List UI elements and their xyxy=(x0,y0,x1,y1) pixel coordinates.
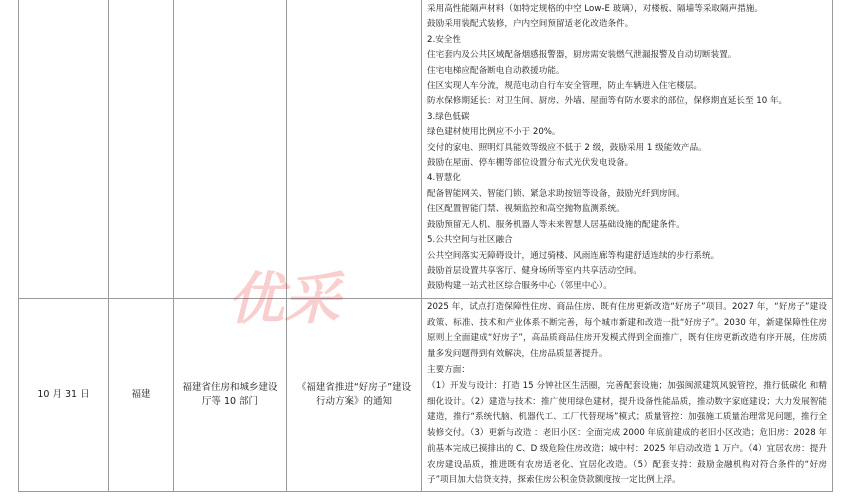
policy-table xyxy=(18,0,833,492)
region-cell-empty xyxy=(109,0,174,298)
department-text: 福建省住房和城乡建设厅等 10 部门 xyxy=(182,382,278,407)
content-line: 配备智能网关、智能门锁、紧急求助按钮等设备，鼓励光纤到房间。 xyxy=(427,188,685,199)
content-lines xyxy=(422,0,832,298)
summary-paragraph: 主要方面： xyxy=(427,364,470,375)
region-text: 福建 xyxy=(131,389,151,400)
summary-paragraph: 2025 年，试点打造保障性住房、商品住房、既有住房更新改造“好房子”项目。2027 年，“好房子”建设政策、标准、技术和产业体系不断完善，每个城市新建和改造一批“好房子”。2030 年，新建保障性住房原则上全面建成“好房子”，高品质商品住房开发模式得到全面推广，既有住房更新改造有序开展，住房质量多发问题得到有效解决，住房品质显著提升。 xyxy=(427,301,827,360)
document-cell-empty xyxy=(287,0,422,298)
region-cell xyxy=(109,298,174,492)
content-line: 3.绿色低碳 xyxy=(427,111,470,122)
content-line: 住区配置智能门禁、视频监控和高空抛物监测系统。 xyxy=(427,204,625,215)
summary-text xyxy=(422,299,832,492)
content-line: 绿色建材使用比例应不小于 20%。 xyxy=(427,127,561,138)
content-line: 鼓励预留无人机、服务机器人等未来智慧人居基础设施的配建条件。 xyxy=(427,219,685,230)
content-line: 住区实现人车分流，规范电动自行车安全管理，防止车辆进入住宅楼层。 xyxy=(427,81,703,92)
content-line: 2.安全性 xyxy=(427,34,461,45)
content-line: 住宅电梯应配备断电自动救援功能。 xyxy=(427,65,565,76)
table-row xyxy=(19,0,833,298)
date-cell xyxy=(19,298,109,492)
content-line: 鼓励采用装配式装修，户内空间预留适老化改造条件。 xyxy=(427,19,634,30)
watermark-text: 优采 xyxy=(228,267,340,328)
content-line: 鼓励首层设置共享客厅、健身场所等室内共享活动空间。 xyxy=(427,265,642,276)
document-cell xyxy=(287,298,422,492)
content-line: 交付的家电、照明灯具能效等级应不低于 2 级，鼓励采用 1 级能效产品。 xyxy=(427,142,707,153)
summary-paragraph: （1）开发与设计：打造 15 分钟社区生活圈，完善配套设施；加强闽派建筑风貌管控，推行低碳化 和精细化设计。（2）建造与技术：推广使用绿色建材，提升设备性能品质，推动数字家庭建设；大力发展智能建造，推行“系统代脑、机器代工、工厂代替现场”模式；质量管控：加强施工质量治理常见问题，推行全装修交付。（3）更新与改造 ：老旧小区：全面完成 2000 年底前建成的老旧小区改造；危旧房：2028 年前基本完成已摸排出的 C、D 级危险住房改造；城中村：2025 年启动改造 1 万户。（4）宜居农房：提升农房建设品质，推进既有农房适老化、宜居化改造。（5）配套支持：鼓励金融机构对符合条件的“好房子”项目加大信贷支持，探索住房公积金贷款额度按一定比例上浮。 xyxy=(427,380,827,486)
content-line: 5.公共空间与社区融合 xyxy=(427,235,513,246)
content-line: 公共空间落实无障碍设计，通过骑楼、风雨连廊等构建舒适连续的步行系统。 xyxy=(427,250,720,261)
content-line: 鼓励构建一站式社区综合服务中心（邻里中心）。 xyxy=(427,281,612,292)
content-line: 防水保修期延长：对卫生间、厨房、外墙、屋面等有防水要求的部位，保修期直延长至 10 年。 xyxy=(427,96,788,107)
summary-cell xyxy=(422,298,833,492)
department-cell-empty xyxy=(174,0,287,298)
content-line: 采用高性能隔声材料（如特定规格的中空 Low-E 玻璃），对楼板、隔墙等采取隔声措施。 xyxy=(427,4,763,14)
content-line: 4.智慧化 xyxy=(427,173,461,184)
date-text: 10 月 31 日 xyxy=(37,389,90,400)
document-title: 《福建省推进“好房子”建设行动方案》的通知 xyxy=(296,382,412,407)
date-cell-empty xyxy=(19,0,109,298)
content-line: 鼓励在屋面、停车棚等部位设置分布式光伏发电设备。 xyxy=(427,158,634,169)
department-cell xyxy=(174,298,287,492)
content-line: 住宅套内及公共区域配备烟感报警器，厨房需安装燃气泄漏报警及自动切断装置。 xyxy=(427,50,737,61)
table-row xyxy=(19,298,833,492)
content-cell xyxy=(422,0,833,298)
